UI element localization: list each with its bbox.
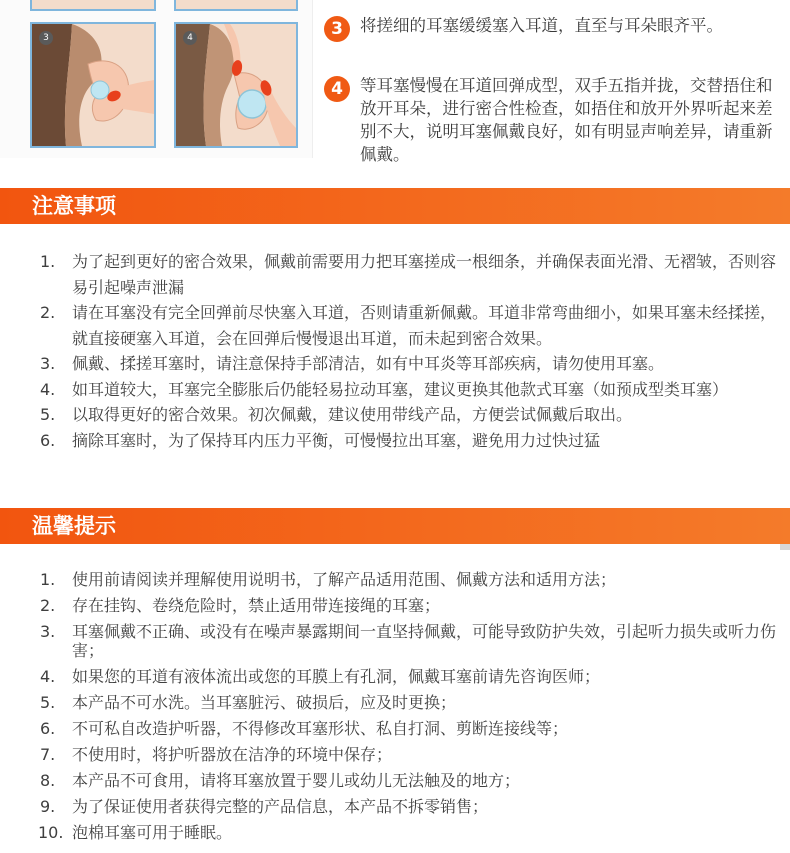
item-number: 8. — [40, 771, 56, 791]
step-text: 等耳塞慢慢在耳道回弹成型，双手五指并拢，交替捂住和放开耳朵，进行密合性检查，如捂住和放开外界听起来差别不大，说明耳塞佩戴良好，如有明显声响差异，请重新佩戴。 — [360, 76, 773, 164]
item-number: 9. — [40, 797, 56, 817]
step-2-illustration — [174, 0, 298, 11]
illustration-number: 4 — [183, 31, 197, 45]
item-text: 请在耳塞没有完全回弹前尽快塞入耳道，否则请重新佩戴。耳道非常弯曲细小，如果耳塞未经揉搓，就直接硬塞入耳道，会在回弹后慢慢退出耳道，而未起到密合效果。 — [72, 303, 777, 348]
step-3-illustration — [30, 22, 156, 148]
item-text: 摘除耳塞时，为了保持耳内压力平衡，可慢慢拉出耳塞，避免用力过快过猛 — [72, 430, 601, 450]
item-number: 3. — [40, 354, 56, 373]
list-item — [0, 746, 790, 765]
item-number: 7. — [40, 745, 56, 765]
list-item — [0, 428, 790, 454]
step-number-badge: 3 — [324, 16, 350, 42]
item-text: 不可私自改造护听器，不得修改耳塞形状、私自打洞、剪断连接线等； — [72, 718, 569, 738]
list-item — [0, 798, 790, 817]
step-1-illustration — [30, 0, 156, 11]
tips-section-title: 温馨提示 — [0, 508, 790, 544]
item-number: 1. — [40, 252, 56, 271]
item-text: 佩戴、揉搓耳塞时，请注意保持手部清洁，如有中耳炎等耳部疾病，请勿使用耳塞。 — [72, 354, 665, 373]
item-text: 为了起到更好的密合效果，佩戴前需要用力把耳塞搓成一根细条，并确保表面光滑、无褶皱，否则容易引起噪声泄漏 — [72, 252, 777, 297]
step-4 — [322, 74, 782, 166]
item-number: 5. — [40, 692, 56, 712]
step-3 — [322, 14, 782, 37]
step-number-badge: 4 — [324, 76, 350, 102]
list-item — [0, 351, 790, 377]
notice-list — [0, 249, 790, 453]
item-text: 不使用时，将护听器放在洁净的环境中保存； — [72, 745, 393, 765]
list-item — [0, 668, 790, 687]
item-text: 使用前请阅读并理解使用说明书，了解产品适用范围、佩戴方法和适用方法； — [72, 570, 617, 589]
item-number: 2. — [40, 596, 56, 616]
item-text: 如耳道较大，耳塞完全膨胀后仍能轻易拉动耳塞，建议更换其他款式耳塞（如预成型类耳塞） — [72, 379, 729, 399]
list-item — [0, 300, 790, 351]
notice-section-title: 注意事项 — [0, 188, 790, 224]
item-text: 本产品不可食用，请将耳塞放置于婴儿或幼儿无法触及的地方； — [72, 771, 521, 791]
step-text: 将搓细的耳塞缓缓塞入耳道，直至与耳朵眼齐平。 — [360, 16, 723, 35]
illustration-number: 3 — [39, 31, 53, 45]
tips-list — [0, 571, 790, 850]
list-item — [0, 377, 790, 403]
list-item — [0, 623, 790, 660]
item-number: 4. — [40, 666, 56, 686]
item-text: 本产品不可水洗。当耳塞脏污、破损后，应及时更换； — [72, 692, 457, 712]
step-4-illustration — [174, 22, 298, 148]
item-text: 如果您的耳道有液体流出或您的耳膜上有孔洞，佩戴耳塞前请先咨询医师； — [72, 666, 601, 686]
list-item — [0, 249, 790, 300]
list-item — [0, 402, 790, 428]
item-number: 2. — [40, 303, 56, 322]
list-item — [0, 694, 790, 713]
item-text: 以取得更好的密合效果。初次佩戴，建议使用带线产品，方便尝试佩戴后取出。 — [72, 405, 633, 424]
item-number: 5. — [40, 405, 56, 424]
list-item — [0, 597, 790, 616]
item-text: 耳塞佩戴不正确、或没有在噪声暴露期间一直坚持佩戴，可能导致防护失效，引起听力损失或听力伤害； — [72, 622, 777, 660]
item-number: 6. — [40, 718, 56, 738]
item-text: 为了保证使用者获得完整的产品信息，本产品不拆零销售； — [72, 797, 489, 817]
illustration-panel — [0, 0, 313, 158]
item-text: 存在挂钩、卷绕危险时，禁止适用带连接绳的耳塞； — [72, 596, 441, 616]
list-item — [0, 720, 790, 739]
instruction-area — [0, 0, 790, 190]
list-item — [0, 571, 790, 590]
item-text: 泡棉耳塞可用于睡眠。 — [72, 823, 233, 843]
list-item — [0, 772, 790, 791]
list-item — [0, 824, 790, 843]
item-number: 6. — [40, 430, 56, 450]
item-number: 4. — [40, 379, 56, 399]
item-number: 3. — [40, 622, 56, 642]
item-number: 1. — [40, 570, 56, 589]
item-number: 10. — [38, 823, 64, 843]
